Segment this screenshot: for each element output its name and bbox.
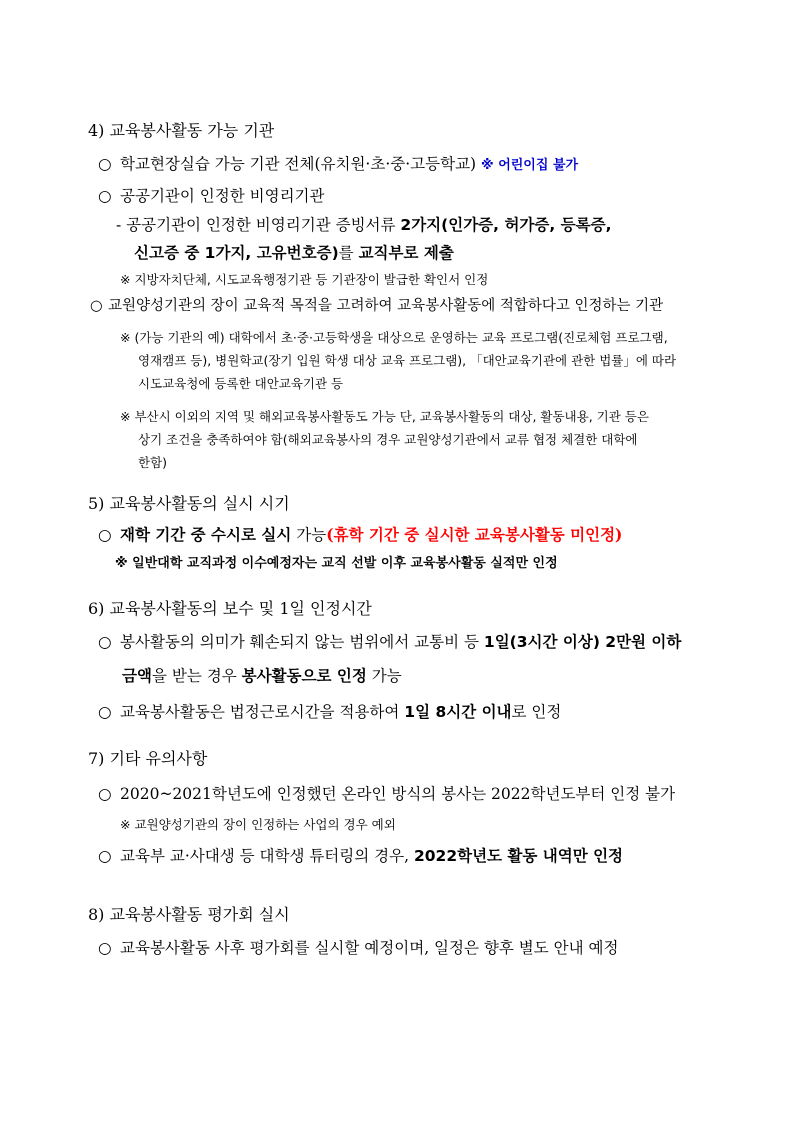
bullet-icon: ○ <box>98 847 112 865</box>
s6-item-1-text-e: 봉사활동으로 인정 <box>241 667 367 685</box>
s5-item-1-bold: 재학 기간 중 수시로 실시 <box>120 525 292 544</box>
s4-dash-text-c: 신고증 중 1가지, 고유번호증) <box>134 244 339 262</box>
s4-note-2-line-1: ※ 부산시 이외의 지역 및 해외교육봉사활동도 가능 단, 교육봉사활동의 대상, 활동내용, 기관 등은 <box>120 409 649 424</box>
bullet-icon: ○ <box>98 526 112 544</box>
bullet-icon: ○ <box>98 785 112 803</box>
s4-item-1-text: 학교현장실습 가능 기관 전체(유치원·초·중·고등학교) <box>120 155 477 173</box>
s5-item-1-red: (휴학 기간 중 실시한 교육봉사활동 미인정) <box>326 525 623 544</box>
s6-item-1-text-d: 을 받는 경우 <box>151 667 242 685</box>
s8-item-1-text: 교육봉사활동 사후 평가회를 실시할 예정이며, 일정은 향후 별도 안내 예정 <box>120 939 619 957</box>
s5-item-1-plain: 가능 <box>291 526 327 544</box>
s4-note-1-line-3: 시도교육청에 등록한 대안교육기관 등 <box>138 376 344 391</box>
s4-note-1-line-2: 영재캠프 등), 병원학교(장기 입원 학생 대상 교육 프로그램), 「대안교육기관에 관한 법률」에 따라 <box>138 353 677 368</box>
s4-item-3 <box>90 298 663 315</box>
bullet-icon: ○ <box>98 633 112 651</box>
s6-item-2-text-c: 로 인정 <box>511 703 562 721</box>
s7-item-1-note: ※ 교원양성기관의 장이 인정하는 사업의 경우 예외 <box>120 817 396 832</box>
section-5-heading: 5) 교육봉사활동의 실시 시기 <box>88 494 290 513</box>
s4-note-2-line-3: 한함) <box>138 455 168 470</box>
s6-item-2-text-b: 1일 8시간 이내 <box>404 703 512 721</box>
s4-item-2 <box>98 187 325 206</box>
bullet-icon: ○ <box>98 187 112 205</box>
s5-item-1 <box>98 526 622 545</box>
bullet-icon: ○ <box>98 939 112 957</box>
s6-item-1-text-a: 봉사활동의 의미가 훼손되지 않는 범위에서 교통비 등 <box>120 633 484 651</box>
section-4-heading: 4) 교육봉사활동 가능 기관 <box>88 121 275 140</box>
s4-dash-text-a: - 공공기관이 인정한 비영리기관 증빙서류 <box>116 216 401 234</box>
s4-item-2-dash-line-1 <box>116 216 611 235</box>
s6-item-1-text-f: 가능 <box>366 667 402 685</box>
s4-dash-text-d: 를 <box>338 244 359 262</box>
s4-item-2-text: 공공기관이 인정한 비영리기관 <box>120 187 325 205</box>
s7-item-1-text: 2020~2021학년도에 인정했던 온라인 방식의 봉사는 2022학년도부터 인정 불가 <box>120 785 676 803</box>
bullet-icon: ○ <box>98 703 112 721</box>
s5-note: ※ 일반대학 교직과정 이수예정자는 교직 선발 이후 교육봉사활동 실적만 인정 <box>115 556 558 571</box>
s7-item-1 <box>98 785 675 804</box>
s7-item-2-text-a: 교육부 교·사대생 등 대학생 튜터링의 경우, <box>120 847 414 865</box>
s6-item-1-text-c: 금액 <box>122 667 152 685</box>
s4-note-2-line-2: 상기 조건을 충족하여야 함(해외교육봉사의 경우 교원양성기관에서 교류 협정 체결한 대학에 <box>138 432 638 447</box>
s4-item-2-dash-line-2 <box>134 244 454 263</box>
s4-item-1-note: ※ 어린이집 불가 <box>481 158 579 173</box>
s4-note-1-line-1: ※ (가능 기관의 예) 대학에서 초·중·고등학생을 대상으로 운영하는 교육 프로그램(진로체험 프로그램, <box>120 330 668 345</box>
s6-item-2 <box>98 703 561 722</box>
section-6-heading: 6) 교육봉사활동의 보수 및 1일 인정시간 <box>88 599 372 618</box>
s6-item-2-text-a: 교육봉사활동은 법정근로시간을 적용하여 <box>120 703 405 721</box>
s4-item-3-text: 교원양성기관의 장이 교육적 목적을 고려하여 교육봉사활동에 적합하다고 인정하는 기관 <box>108 298 664 314</box>
section-8-heading: 8) 교육봉사활동 평가회 실시 <box>88 905 290 924</box>
s4-item-1 <box>98 155 578 174</box>
s4-item-2-note: ※ 지방자치단체, 시도교육행정기관 등 기관장이 발급한 확인서 인정 <box>120 272 489 287</box>
section-7-heading: 7) 기타 유의사항 <box>88 749 208 768</box>
bullet-icon: ○ <box>90 298 103 314</box>
s4-dash-text-e: 교직부로 제출 <box>358 244 454 262</box>
s6-item-1-text-b: 1일(3시간 이상) 2만원 이하 <box>483 633 682 651</box>
s8-item-1 <box>98 939 618 958</box>
bullet-icon: ○ <box>98 155 112 173</box>
s7-item-2 <box>98 847 623 866</box>
s6-item-1-line-2 <box>122 667 402 686</box>
s4-dash-text-b: 2가지(인가증, 허가증, 등록증, <box>400 216 612 234</box>
s7-item-2-text-b: 2022학년도 활동 내역만 인정 <box>413 847 624 865</box>
s6-item-1-line-1 <box>98 633 681 652</box>
